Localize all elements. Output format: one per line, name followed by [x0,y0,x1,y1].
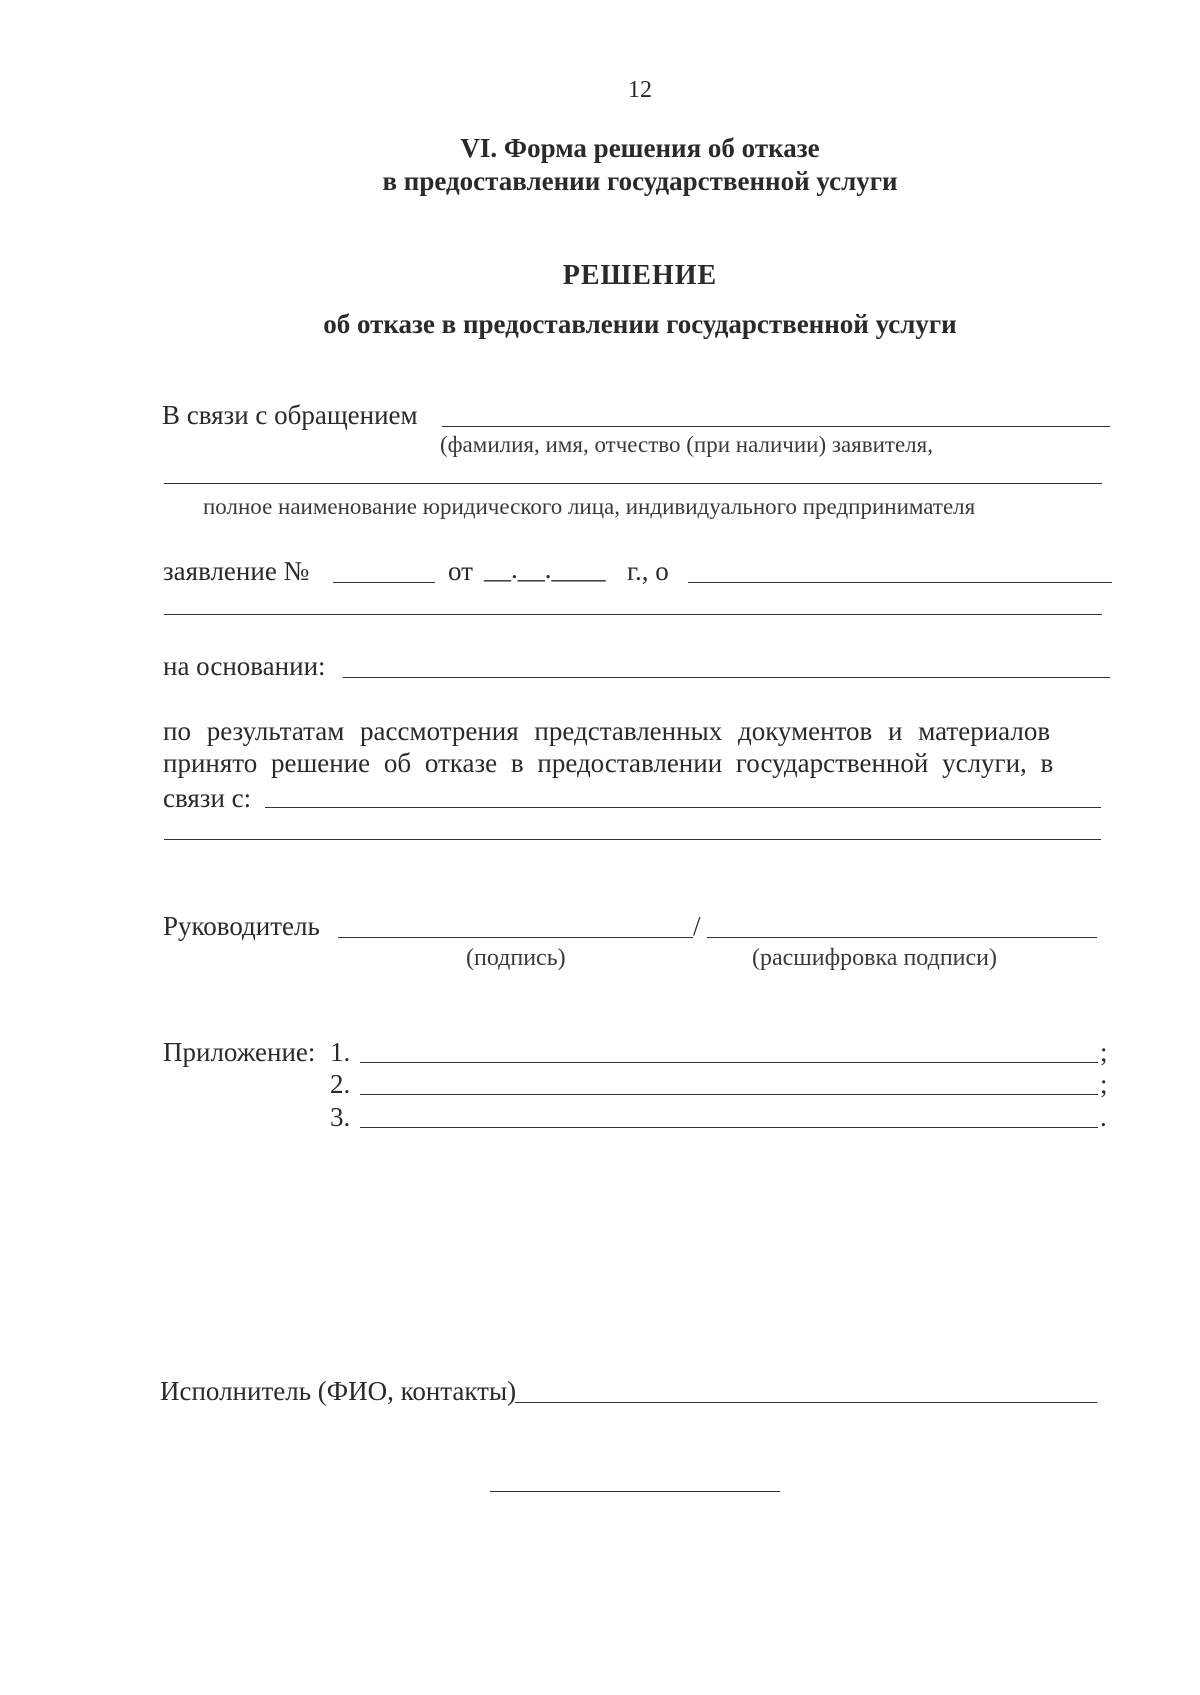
application-subject-field-2[interactable] [164,614,1102,615]
executor-field[interactable] [515,1402,1097,1403]
result-line2: принято решение об отказе в предоставлении государственной услуги, в [163,748,1054,778]
reason-field-2[interactable] [164,839,1101,840]
application-subject-field[interactable] [688,582,1112,583]
head-slash: / [693,911,701,941]
section-title-line2: в предоставлении государственной услуги [382,166,898,196]
attachment-end: ; [1100,1037,1108,1067]
doc-subtitle: об отказе в предоставлении государственной услуги [323,309,957,339]
application-from-label: от [448,556,473,586]
section-title-line1: VI. Форма решения об отказе [460,133,820,163]
head-decoding-hint: (расшифровка подписи) [752,945,997,971]
attachment-field[interactable] [360,1062,1098,1063]
reason-field[interactable] [265,807,1101,808]
appeal-entity-field[interactable] [164,483,1102,484]
result-line1: по результатам рассмотрения представленных документов и материалов [163,716,1051,746]
basis-label: на основании: [163,651,326,681]
result-line3: связи с: [163,783,252,813]
attachment-end: . [1100,1102,1107,1132]
page-number: 12 [628,77,652,103]
application-number-field[interactable] [333,582,435,583]
appeal-entity-hint: полное наименование юридического лица, индивидуального предпринимателя [203,494,976,519]
appeal-applicant-field[interactable] [442,426,1110,427]
attachments-label: Приложение: [163,1037,316,1067]
head-signature-field[interactable] [338,937,693,938]
executor-label: Исполнитель (ФИО, контакты) [160,1376,517,1406]
application-year-label: г., о [627,556,669,586]
head-label: Руководитель [163,911,320,941]
appeal-label: В связи с обращением [162,400,418,430]
head-decoding-field[interactable] [707,937,1097,938]
attachment-number: 3. [330,1102,351,1132]
attachment-number: 2. [330,1069,351,1099]
appeal-applicant-hint: (фамилия, имя, отчество (при наличии) заявителя, [440,432,933,457]
application-date-field[interactable]: __.__.____ [484,554,606,584]
closing-separator [490,1491,780,1492]
doc-title: РЕШЕНИЕ [562,260,718,291]
basis-field[interactable] [343,677,1110,678]
head-signature-hint: (подпись) [466,945,566,971]
attachment-number: 1. [330,1037,351,1067]
attachment-field[interactable] [360,1094,1098,1095]
attachment-field[interactable] [360,1127,1098,1128]
application-label: заявление № [163,556,310,586]
attachment-end: ; [1100,1069,1108,1099]
